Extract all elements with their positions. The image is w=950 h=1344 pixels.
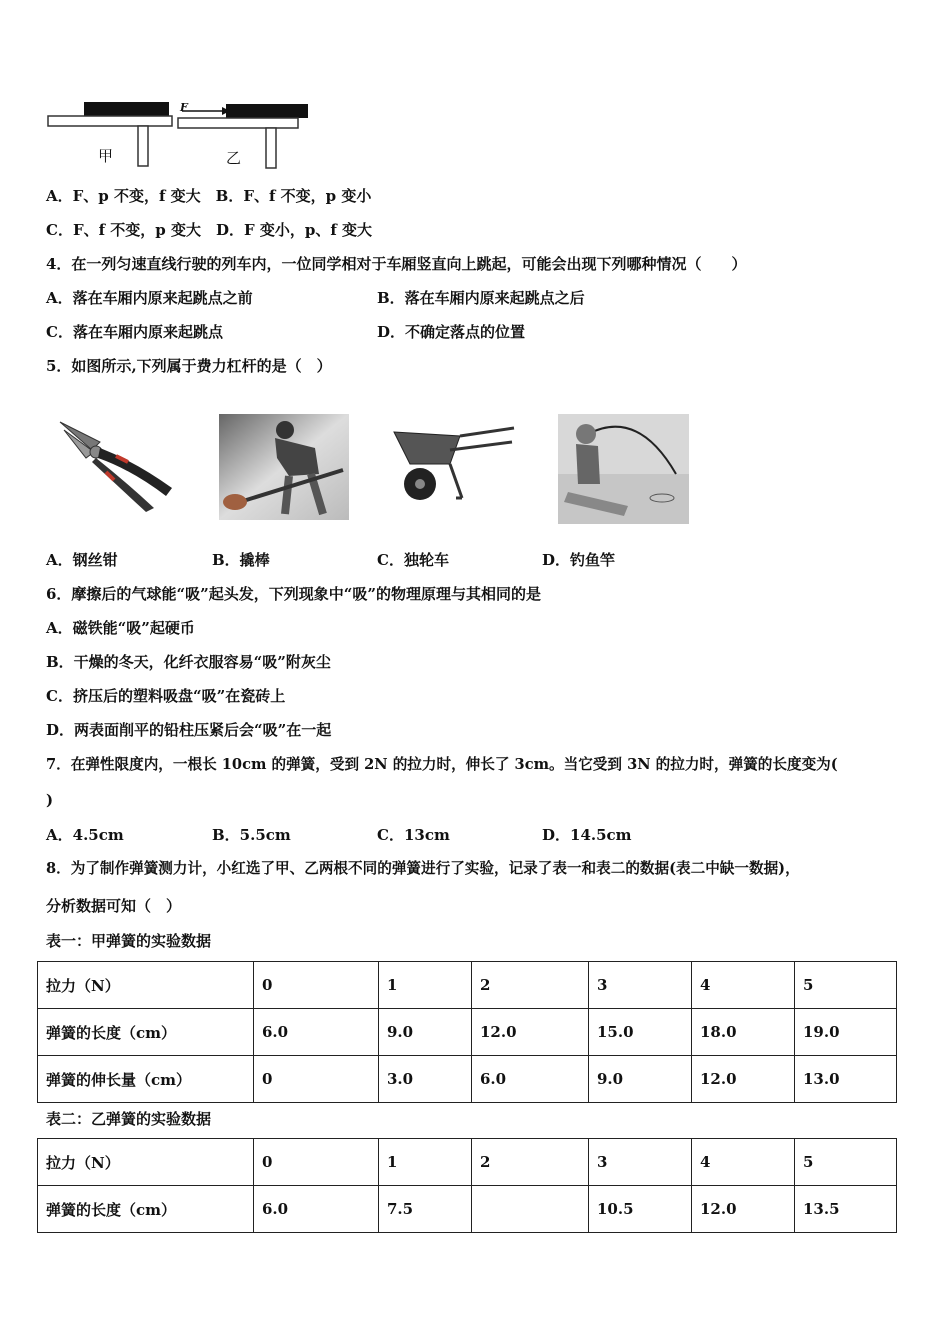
table-cell: 7.5: [379, 1186, 472, 1233]
q7-option-a: A．4.5cm: [46, 826, 124, 844]
wheelbarrow-image: [390, 424, 518, 504]
figure-label-jia: 甲: [98, 147, 114, 165]
q8-stem-line1: 8．为了制作弹簧测力计，小红选了甲、乙两根不同的弹簧进行了实验，记录了表一和表二的数据(表二中缺一数据)，: [46, 860, 800, 877]
table-cell: 12.0: [692, 1056, 795, 1103]
table-cell: 弹簧的伸长量（cm）: [38, 1056, 254, 1103]
table1: [37, 961, 897, 1103]
table-cell: 0: [254, 962, 379, 1009]
q4-option-d: D．不确定落点的位置: [377, 323, 526, 341]
table-row: [38, 1139, 897, 1186]
q6-option-d: D．两表面削平的铅柱压紧后会“吸”在一起: [46, 721, 332, 739]
table-cell: 4: [692, 962, 795, 1009]
q6-option-b: B．干燥的冬天，化纤衣服容易“吸”附灰尘: [46, 653, 331, 671]
q7-option-c: C．13cm: [377, 826, 450, 844]
table-cell: 12.0: [692, 1186, 795, 1233]
q7-option-b: B．5.5cm: [212, 826, 291, 844]
table-cell: 19.0: [795, 1009, 897, 1056]
pliers-image: [56, 416, 180, 514]
table-cell: 18.0: [692, 1009, 795, 1056]
q3-options-row2: C．F、f 不变，p 变大 D．F 变小，p、f 变大: [46, 221, 373, 239]
q5-option-a: A．钢丝钳: [46, 551, 118, 569]
q4-option-c: C．落在车厢内原来起跳点: [46, 323, 223, 341]
table-cell: 0: [254, 1139, 379, 1186]
table-cell: 13.5: [795, 1186, 897, 1233]
table-cell: 9.0: [379, 1009, 472, 1056]
table-cell: 12.0: [472, 1009, 589, 1056]
q8-stem-line2: 分析数据可知（ ）: [46, 897, 182, 915]
table-cell: 0: [254, 1056, 379, 1103]
q7-stem-end: ): [46, 791, 54, 809]
table-cell: 2: [472, 962, 589, 1009]
table-cell: 1: [379, 1139, 472, 1186]
q4-stem: 4．在一列匀速直线行驶的列车内，一位同学相对于车厢竖直向上跳起，可能会出现下列哪种情况（ ）: [46, 255, 747, 273]
table-cell: 1: [379, 962, 472, 1009]
table2: [37, 1138, 897, 1233]
table-cell: 弹簧的长度（cm）: [38, 1009, 254, 1056]
q5-stem: 5．如图所示,下列属于费力杠杆的是（ ）: [46, 357, 332, 375]
table-cell: 4: [692, 1139, 795, 1186]
table-cell: 3: [589, 962, 692, 1009]
q7-option-d: D．14.5cm: [542, 826, 632, 844]
table-cell: 10.5: [589, 1186, 692, 1233]
table-cell: 13.0: [795, 1056, 897, 1103]
q5-option-b: B．撬棒: [212, 551, 270, 569]
table-cell: 拉力（N）: [38, 962, 254, 1009]
table-book-figure: [44, 96, 314, 172]
q7-stem: 7．在弹性限度内，一根长 10cm 的弹簧，受到 2N 的拉力时，伸长了 3cm。当它受到 3N 的拉力时，弹簧的长度变为(: [46, 756, 838, 773]
figure-label-yi: 乙: [226, 149, 242, 167]
table-cell: 5: [795, 962, 897, 1009]
q6-stem: 6．摩擦后的气球能“吸”起头发，下列现象中“吸”的物理原理与其相同的是: [46, 585, 541, 603]
table-cell: 2: [472, 1139, 589, 1186]
crowbar-image: [219, 414, 349, 520]
table2-caption: 表二：乙弹簧的实验数据: [46, 1110, 212, 1128]
table-row: [38, 962, 897, 1009]
table-row: [38, 1009, 897, 1056]
fishing-image: [558, 414, 689, 524]
table-cell: 5: [795, 1139, 897, 1186]
table1-caption: 表一：甲弹簧的实验数据: [46, 932, 212, 950]
table-cell: 15.0: [589, 1009, 692, 1056]
table-cell: 9.0: [589, 1056, 692, 1103]
q4-option-a: A．落在车厢内原来起跳点之前: [46, 289, 253, 307]
table-cell: 6.0: [472, 1056, 589, 1103]
table-cell: [472, 1186, 589, 1233]
table-cell: 6.0: [254, 1186, 379, 1233]
figure-label-force: F: [180, 101, 188, 114]
q6-option-a: A．磁铁能“吸”起硬币: [46, 619, 195, 637]
table-row: [38, 1056, 897, 1103]
q6-option-c: C．挤压后的塑料吸盘“吸”在瓷砖上: [46, 687, 286, 705]
table-row: [38, 1186, 897, 1233]
table-cell: 6.0: [254, 1009, 379, 1056]
q5-option-d: D．钓鱼竿: [542, 551, 616, 569]
table-cell: 3.0: [379, 1056, 472, 1103]
table-cell: 3: [589, 1139, 692, 1186]
table-cell: 拉力（N）: [38, 1139, 254, 1186]
q4-option-b: B．落在车厢内原来起跳点之后: [377, 289, 585, 307]
q3-options-row1: A．F、p 不变，f 变大 B．F、f 不变，p 变小: [46, 187, 372, 205]
q5-option-c: C．独轮车: [377, 551, 449, 569]
table-cell: 弹簧的长度（cm）: [38, 1186, 254, 1233]
